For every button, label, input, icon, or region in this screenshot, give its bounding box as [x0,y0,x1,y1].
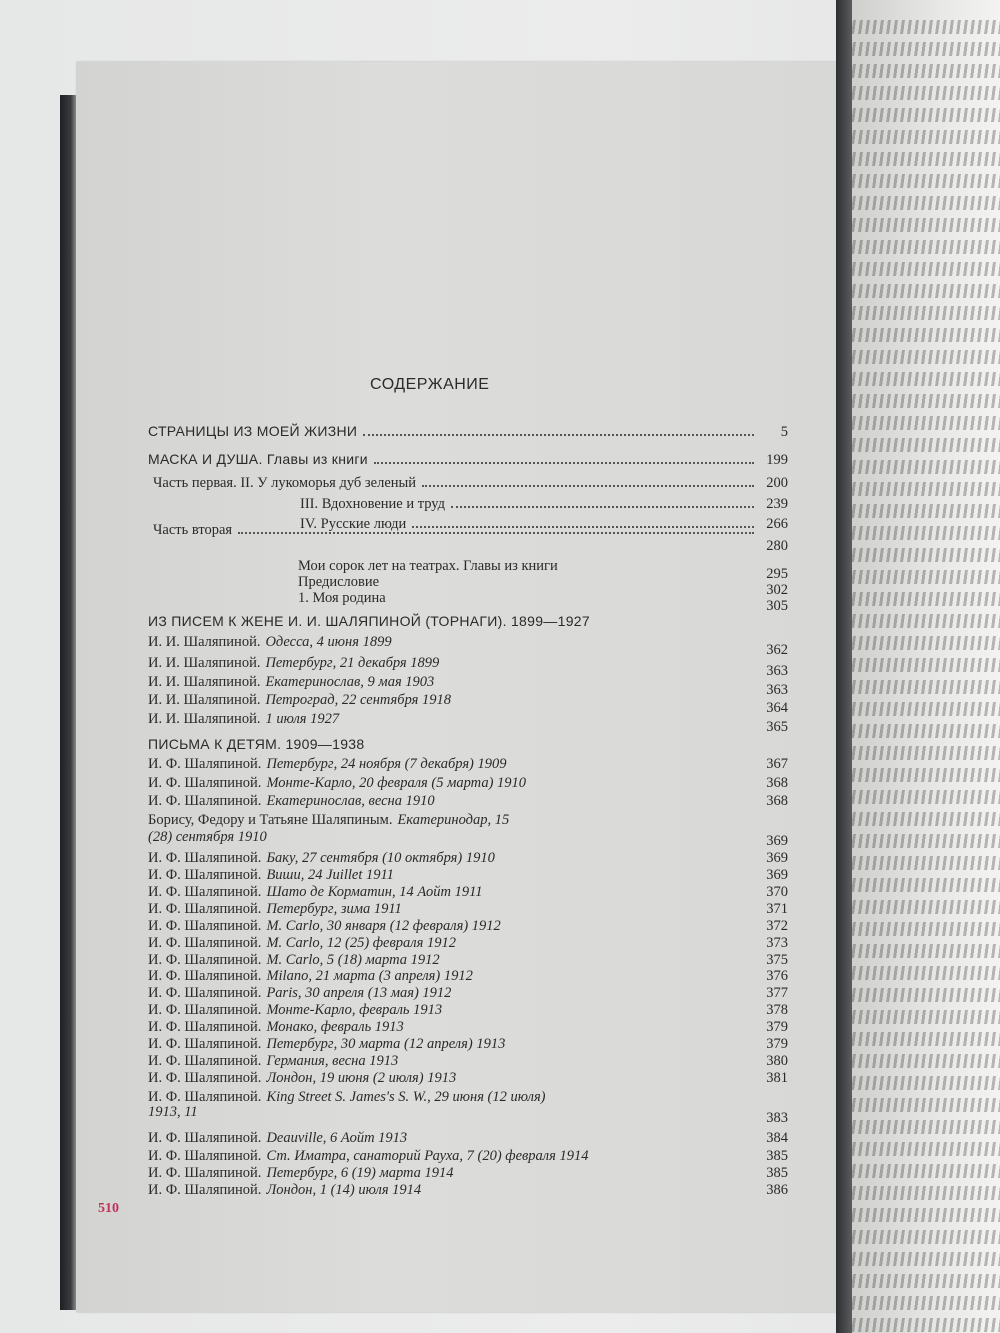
entry-place-date: Монте-Карло, февраль 1913 [266,1002,443,1018]
toc-entry [153,475,788,492]
entry-title [148,1148,588,1165]
leader-dots [422,485,754,487]
toc-entry [148,1036,788,1053]
entry-place-date: Шато де Корматин, 14 Аойт 1911 [266,884,483,900]
entry-recipient: И. Ф. Шаляпиной. [148,1130,262,1146]
entry-place-date: Петербург, 24 ноября (7 декабря) 1909 [266,756,507,772]
entry-page: 5 [780,424,788,440]
entry-title [148,918,501,935]
entry-page: 378 [766,1002,788,1018]
toc-entry [148,692,788,716]
entry-title [148,1182,421,1199]
entry-place-date: Монако, февраль 1913 [266,1019,404,1035]
entry-recipient: И. Ф. Шаляпиной. [148,952,262,968]
entry-title: 1. Моя родина [298,590,386,606]
toc-entry [148,634,788,658]
toc-entry [148,1148,788,1165]
toc-entry [148,1019,788,1036]
leader-dots [238,532,754,534]
entry-title [148,935,456,952]
toc-entry [148,901,788,918]
leader-dots [363,434,754,436]
entry-page: 365 [766,719,788,735]
entry-page: 362 [766,642,788,658]
entry-recipient: И. Ф. Шаляпиной. [148,1053,262,1069]
toc-entry [148,613,788,629]
page-title: СОДЕРЖАНИЕ [370,376,490,393]
entry-recipient: И. Ф. Шаляпиной. [148,1165,262,1181]
toc-entry [148,674,788,698]
entry-page: 379 [766,1036,788,1052]
toc-entry [148,968,788,985]
toc-entry [148,952,788,969]
entry-title: СТРАНИЦЫ ИЗ МОЕЙ ЖИЗНИ [148,423,358,439]
entry-title [148,634,392,651]
entry-recipient: ПИСЬМА К ДЕТЯМ. 1909—1938 [148,736,365,752]
entry-recipient: И. Ф. Шаляпиной. [148,850,262,866]
entry-page: 367 [766,756,788,772]
entry-page: 379 [766,1019,788,1035]
toc-entry [148,423,788,441]
toc-entry [300,496,788,513]
entry-place-date: M. Carlo, 30 января (12 февраля) 1912 [266,918,501,934]
entry-page: 377 [766,985,788,1001]
entry-page: 266 [766,516,788,532]
entry-title: Часть первая. II. У лукоморья дуб зеленый [153,475,417,491]
entry-title [148,674,434,691]
toc-entry [148,736,788,753]
toc-entry [153,522,788,554]
entry-recipient: И. Ф. Шаляпиной. [148,775,262,791]
entry-page: 370 [766,884,788,900]
toc-entry [148,935,788,952]
entry-title [148,1019,404,1036]
page-number: 510 [98,1201,119,1216]
entry-recipient: И. Ф. Шаляпиной. [148,884,262,900]
entry-title [148,1130,407,1147]
entry-page: 368 [766,775,788,791]
entry-title [148,775,526,792]
entry-place-date: Екатеринодар, 15 [397,812,510,828]
entry-title [148,655,439,672]
entry-page: 368 [766,793,788,809]
entry-recipient: И. И. Шаляпиной. [148,711,261,727]
entry-title [148,1165,454,1182]
toc-entry [148,867,788,884]
entry-recipient: И. И. Шаляпиной. [148,674,261,690]
entry-place-date: Виши, 24 Juillet 1911 [266,867,394,883]
entry-title [148,985,451,1002]
entry-place-date: Одесса, 4 июня 1899 [265,634,392,650]
toc-entry [148,1130,788,1147]
entry-title [148,850,495,867]
entry-recipient: И. Ф. Шаляпиной. [148,1019,262,1035]
entry-place-date: Петербург, 21 декабря 1899 [265,655,440,671]
entry-title [148,968,473,985]
entry-page: 363 [766,663,788,679]
entry-recipient: И. Ф. Шаляпиной. [148,1148,262,1164]
entry-page: 302 [766,582,788,598]
entry-place-date: Лондон, 19 июня (2 июля) 1913 [266,1070,457,1086]
toc-entry [298,590,788,614]
entry-place-date: Екатеринослав, весна 1910 [266,793,435,809]
entry-page: 381 [766,1070,788,1086]
entry-place-date: Петербург, зима 1911 [266,901,402,917]
entry-place-date: Петербург, 30 марта (12 апреля) 1913 [266,1036,506,1052]
leader-dots [374,462,754,464]
entry-page: 200 [766,475,788,491]
entry-title [148,867,394,884]
entry-page: 384 [766,1130,788,1146]
entry-place-date: Milano, 21 марта (3 апреля) 1912 [266,968,473,984]
entry-page: 295 [766,566,788,582]
entry-title [148,1002,442,1019]
entry-title: ИЗ ПИСЕМ К ЖЕНЕ И. И. ШАЛЯПИНОЙ (ТОРНАГИ). 1899—1927 [148,613,590,629]
entry-recipient: И. Ф. Шаляпиной. [148,918,262,934]
entry-title [148,1070,456,1087]
entry-place-date: Петроград, 22 сентября 1918 [265,692,451,708]
entry-recipient: И. Ф. Шаляпиной. [148,901,262,917]
entry-page: 363 [766,682,788,698]
entry-place-date: Paris, 30 апреля (13 мая) 1912 [266,985,452,1001]
toc-entry [148,850,788,867]
entry-place-date: M. Carlo, 12 (25) февраля 1912 [266,935,456,951]
entry-page: 371 [766,901,788,917]
entry-place-date: Ст. Иматра, санаторий Рауха, 7 (20) февраля 1914 [266,1148,589,1164]
entry-recipient: И. Ф. Шаляпиной. [148,1002,262,1018]
toc-entry [148,829,788,849]
entry-page: 376 [766,968,788,984]
entry-place-date: M. Carlo, 5 (18) марта 1912 [266,952,440,968]
toc-entry [148,756,788,773]
entry-recipient: И. Ф. Шаляпиной. [148,968,262,984]
entry-place-date: Deauville, 6 Аойт 1913 [266,1130,408,1146]
entry-place-date: Монте-Карло, 20 февраля (5 марта) 1910 [266,775,527,791]
toc-entry [148,1053,788,1070]
entry-title [148,1036,505,1053]
entry-page: 280 [766,538,788,554]
entry-title [148,884,483,901]
toc-entry [148,1182,788,1199]
entry-recipient: Борису, Федору и Татьяне Шаляпиным. [148,812,393,828]
entry-page: 239 [766,496,788,512]
toc-entry [148,812,788,829]
entry-title [148,692,451,709]
entry-title: IV. Русские люди [300,516,407,532]
entry-page: 199 [766,452,788,468]
entry-place-date: (28) сентября 1910 [148,829,267,845]
entry-recipient: И. Ф. Шаляпиной. [148,1089,262,1105]
entry-page: 386 [766,1182,788,1198]
entry-title [148,952,440,969]
entry-page: 373 [766,935,788,951]
toc-entry [148,884,788,901]
entry-page: 369 [766,850,788,866]
entry-recipient: И. Ф. Шаляпиной. [148,1036,262,1052]
entry-place-date: Лондон, 1 (14) июля 1914 [266,1182,422,1198]
entry-recipient: И. И. Шаляпиной. [148,655,261,671]
toc-entry [148,1002,788,1019]
entry-title: Часть вторая [153,522,233,538]
entry-title: III. Вдохновение и труд [300,496,446,512]
entry-place-date: Петербург, 6 (19) марта 1914 [266,1165,454,1181]
entry-place-date: Екатеринослав, 9 мая 1903 [265,674,435,690]
toc-entry [148,1165,788,1182]
entry-recipient: И. И. Шаляпиной. [148,634,261,650]
entry-page: 369 [766,867,788,883]
toc-entry [148,451,788,469]
entry-title [148,812,509,829]
entry-place-date: King Street S. James's S. W., 29 июня (12 июля) [266,1089,546,1105]
entry-place-date: Баку, 27 сентября (10 октября) 1910 [266,850,495,866]
toc-entry [148,1104,788,1126]
entry-recipient: И. Ф. Шаляпиной. [148,1182,262,1198]
entry-recipient: И. Ф. Шаляпиной. [148,935,262,951]
entry-recipient: И. Ф. Шаляпиной. [148,867,262,883]
entry-recipient: И. Ф. Шаляпиной. [148,985,262,1001]
toc-entry [148,655,788,679]
entry-title: Мои сорок лет на театрах. Главы из книги [298,558,558,574]
entry-page: 369 [766,833,788,849]
entry-title [148,736,364,752]
entry-recipient: И. Ф. Шаляпиной. [148,1070,262,1086]
entry-place-date: Германия, весна 1913 [266,1053,399,1069]
entry-recipient: И. Ф. Шаляпиной. [148,793,262,809]
entry-place-date: 1913, 11 [148,1104,198,1120]
toc-entry [148,793,788,810]
toc-entry [148,985,788,1002]
toc-entry [148,918,788,935]
entry-page: 372 [766,918,788,934]
toc-entry [148,775,788,792]
entry-page: 380 [766,1053,788,1069]
entry-page: 383 [766,1110,788,1126]
entry-title [148,793,435,810]
entry-title: Предисловие [298,574,380,590]
entry-title [148,711,339,728]
toc-entry [148,1070,788,1087]
entry-recipient: И. Ф. Шаляпиной. [148,756,262,772]
entry-place-date: 1 июля 1927 [265,711,340,727]
entry-title [148,1053,398,1070]
entry-title [148,829,267,846]
entry-recipient: И. И. Шаляпиной. [148,692,261,708]
entry-title [148,756,507,773]
entry-page: 375 [766,952,788,968]
entry-title: МАСКА И ДУША. Главы из книги [148,451,368,467]
entry-title [148,901,402,918]
entry-page: 364 [766,700,788,716]
entry-title [148,1104,198,1121]
entry-page: 385 [766,1165,788,1181]
leader-dots [451,506,754,508]
entry-page: 305 [766,598,788,614]
entry-page: 385 [766,1148,788,1164]
toc-entry [148,711,788,735]
